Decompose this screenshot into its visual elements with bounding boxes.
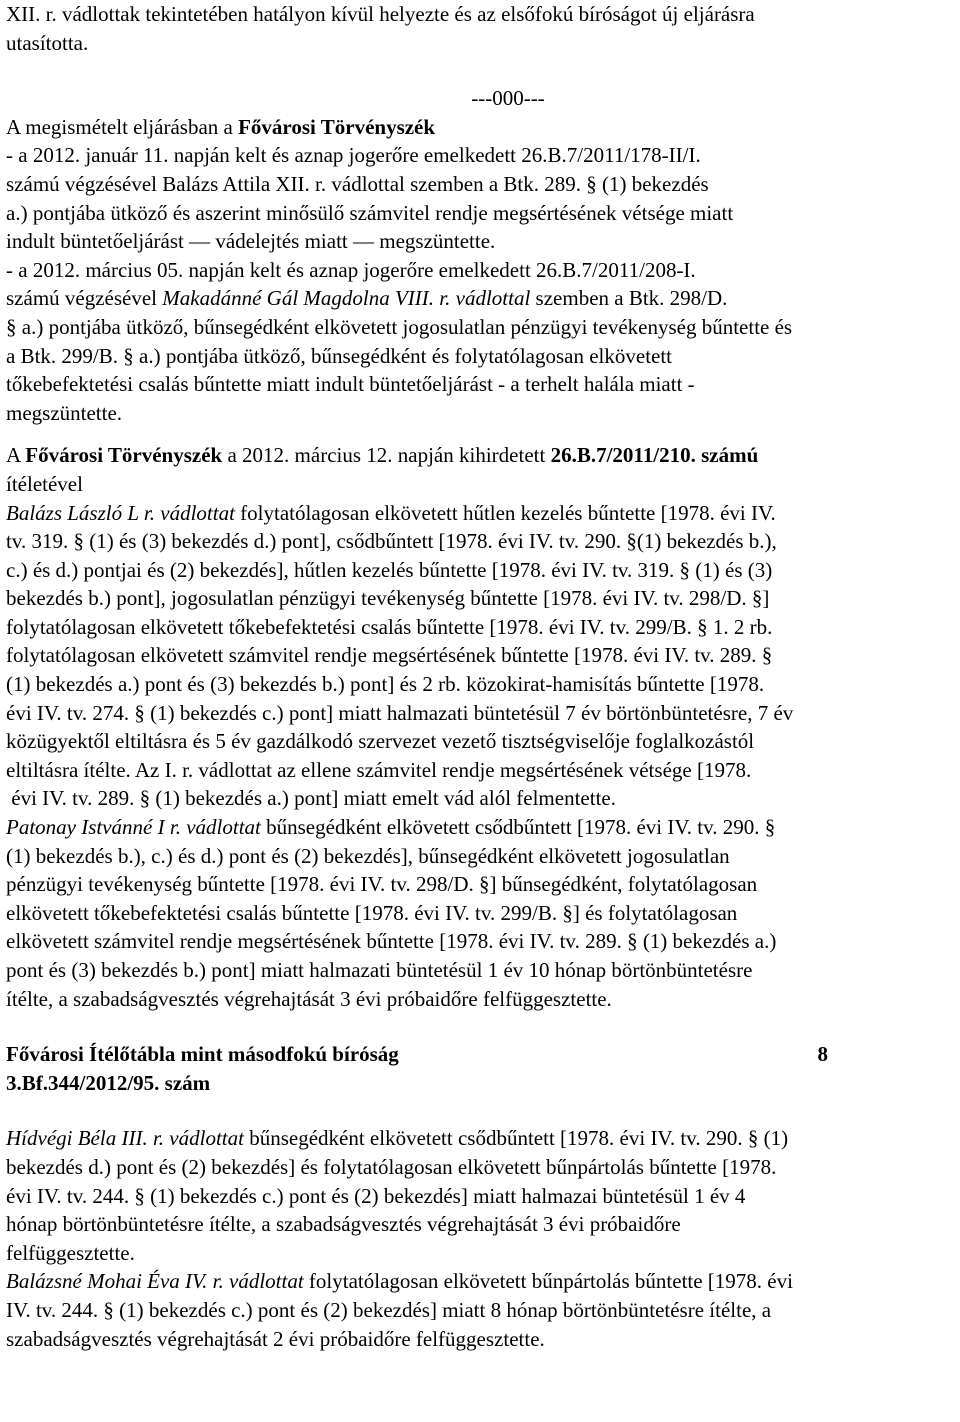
defendant-iv-text: IV. tv. 244. § (1) bekezdés c.) pont és (2) bekezdés] miatt 8 hónap börtönbüntetésre ítélte, a bbox=[6, 1297, 772, 1322]
retrial-line-5c: megszüntette. bbox=[379, 229, 496, 254]
defendant-name-iii: Hídvégi Béla III. r. vádlottat bbox=[6, 1126, 244, 1151]
retrial-line-10: tőkebefektetési csalás bűntette miatt indult büntetőeljárást - a terhelt halála miatt - bbox=[6, 372, 695, 397]
defendant-name-iv: Balázsné Mohai Éva IV. r. vádlottat bbox=[6, 1269, 304, 1294]
retrial-line-5a: indult büntetőeljárást bbox=[6, 229, 184, 254]
retrial-line-9: a Btk. 299/B. § a.) pontjába ütköző, bűnsegédként és folytatólagosan elkövetett bbox=[6, 343, 673, 368]
judgment-text-line-2: elkövetett tőkebefektetési csalás bűntette [1978. évi IV. tv. 299/B. §] és folytatólagosan bbox=[6, 900, 738, 925]
retrial-line-5b: vádelejtés miatt bbox=[215, 229, 348, 254]
judgment-text-line-2: elkövetett számvitel rendje megsértésének bűntette [1978. évi IV. tv. 289. § (1) bekezdés a.) bbox=[6, 929, 777, 954]
judgment-line-3 bbox=[6, 499, 940, 528]
retrial-line-4: a.) pontjába ütköző és aszerint minősülő számvitel rendje megsértésének vétsége miatt bbox=[6, 200, 734, 225]
defendant-iii-line bbox=[6, 1124, 940, 1153]
judgment-text-line-2: pénzügyi tevékenység bűntette [1978. évi IV. tv. 298/D. §] bűnsegédként, folytatólagosan bbox=[6, 872, 758, 897]
judgment-text-line: eltiltásra ítélte. Az I. r. vádlottat az ellene számvitel rendje megsértésének vétsége [1978. bbox=[6, 757, 752, 782]
defendant-iv-text: szabadságvesztés végrehajtását 2 évi próbaidőre felfüggesztette. bbox=[6, 1326, 545, 1351]
judgment-text-line-2: pont és (3) bekezdés b.) pont] miatt halmazati büntetésül 1 év 10 hónap börtönbüntetésre bbox=[6, 958, 753, 982]
retrial-line-7-pre: számú végzésével bbox=[6, 286, 163, 311]
judgment-line-3-post: folytatólagosan elkövetett hűtlen kezelés bűntette [1978. évi IV. bbox=[234, 500, 776, 525]
defendant-name-i: Balázs László L r. vádlottat bbox=[6, 500, 235, 525]
defendant-iv-line bbox=[6, 1267, 940, 1296]
judgment-mid: a 2012. március 12. napján kihirdetett bbox=[222, 443, 551, 468]
defendant-iii-text: felfüggesztette. bbox=[6, 1240, 135, 1265]
em-dash-2: — bbox=[353, 229, 374, 254]
page-number: 8 bbox=[817, 1042, 828, 1067]
judgment-prefix: A bbox=[6, 443, 26, 468]
defendant-iii-text: évi IV. tv. 244. § (1) bekezdés c.) pont és (2) bekezdés] miatt halmazai büntetésül 1 év 4 bbox=[6, 1183, 746, 1208]
judgment-line-2: ítéletével bbox=[6, 471, 83, 496]
court-name: Fővárosi Törvényszék bbox=[238, 114, 436, 139]
retrial-prefix: A megismételt eljárásban a bbox=[6, 114, 239, 139]
judgment-text-line: évi IV. tv. 289. § (1) bekezdés a.) pont] miatt emelt vád alól felmentette. bbox=[6, 786, 616, 811]
judgment-text-line: tv. 319. § (1) és (3) bekezdés d.) pont], csődbűntett [1978. évi IV. tv. 290. §(1) bekezdés b.), bbox=[6, 529, 777, 554]
judgment-text-line: bekezdés b.) pont], jogosulatlan pénzügyi tevékenység bűntette [1978. évi IV. tv. 298/D. §] bbox=[6, 586, 770, 611]
judgment-line-1 bbox=[6, 441, 940, 470]
retrial-line-1 bbox=[6, 113, 940, 142]
retrial-line-11: megszüntette. bbox=[6, 400, 123, 425]
judgment-case-number: 26.B.7/2011/210. számú bbox=[550, 443, 759, 468]
case-number: 3.Bf.344/2012/95. szám bbox=[6, 1070, 211, 1095]
defendant-iii-post: bűnsegédként elkövetett csődbűntett [1978. évi IV. tv. 290. § (1) bbox=[243, 1126, 789, 1151]
judgment-text-line: folytatólagosan elkövetett számvitel rendje megsértésének bűntette [1978. évi IV. tv. 289. § bbox=[6, 643, 773, 668]
judgment-text-line: évi IV. tv. 274. § (1) bekezdés c.) pont] miatt halmazati büntetésül 7 év börtönbüntetésre, 7 év bbox=[6, 700, 794, 725]
intro-line-2: utasította. bbox=[6, 30, 89, 55]
page-header bbox=[6, 1040, 940, 1069]
defendant-name-viii: Makadánné Gál Magdolna VIII. r. vádlottal bbox=[162, 286, 531, 311]
judgment-court: Fővárosi Törvényszék bbox=[25, 443, 223, 468]
judgment-line-14-post: bűnsegédként elkövetett csődbűntett [1978. évi IV. tv. 290. § bbox=[260, 815, 776, 840]
defendant-iii-text: hónap börtönbüntetésre ítélte, a szabadságvesztés végrehajtását 3 évi próbaidőre bbox=[6, 1212, 681, 1237]
judgment-text-line-2: (1) bekezdés b.), c.) és d.) pont és (2) bekezdés], bűnsegédként elkövetett jogosulatlan bbox=[6, 843, 730, 868]
retrial-line-3: számú végzésével Balázs Attila XII. r. vádlottal szemben a Btk. 289. § (1) bekezdés bbox=[6, 171, 709, 196]
retrial-line-6: - a 2012. március 05. napján kelt és aznap jogerőre emelkedett 26.B.7/2011/208-I. bbox=[6, 257, 696, 282]
defendant-iv-post: folytatólagosan elkövetett bűnpártolás bűntette [1978. évi bbox=[303, 1269, 793, 1294]
retrial-line-5 bbox=[6, 227, 940, 256]
em-dash-1: — bbox=[189, 229, 211, 254]
judgment-line-14 bbox=[6, 813, 940, 842]
intro-line-1: XII. r. vádlottak tekintetében hatályon kívül helyezte és az elsőfokú bíróságot új eljárásra bbox=[6, 2, 755, 26]
retrial-line-2: - a 2012. január 11. napján kelt és aznap jogerőre emelkedett 26.B.7/2011/178-II/I. bbox=[6, 143, 701, 168]
defendant-name-patonay: Patonay Istvánné I r. vádlottat bbox=[6, 815, 261, 840]
retrial-line-8: § a.) pontjába ütköző, bűnsegédként elkövetett jogosulatlan pénzügyi tevékenység bűntette és bbox=[6, 314, 793, 339]
section-separator: ---000--- bbox=[471, 86, 545, 111]
defendant-iii-text: bekezdés d.) pont és (2) bekezdés] és folytatólagosan elkövetett bűnpártolás bűntette [1978. bbox=[6, 1154, 777, 1179]
retrial-line-7 bbox=[6, 284, 940, 313]
judgment-text-line: c.) és d.) pontjai és (2) bekezdés], hűtlen kezelés bűntette [1978. évi IV. tv. 319. § (1) és (3) bbox=[6, 557, 773, 582]
appeal-court-name: Fővárosi Ítélőtábla mint másodfokú bíróság bbox=[6, 1042, 399, 1067]
judgment-text-line-2: ítélte, a szabadságvesztés végrehajtását 3 évi próbaidőre felfüggesztette. bbox=[6, 986, 612, 1011]
judgment-text-line: (1) bekezdés a.) pont és (3) bekezdés b.) pont] és 2 rb. közokirat-hamisítás bűntette [1978. bbox=[6, 672, 765, 697]
judgment-text-line: folytatólagosan elkövetett tőkebefektetési csalás bűntette [1978. évi IV. tv. 299/B. § 1. 2 rb. bbox=[6, 614, 773, 639]
judgment-text-line: közügyektől eltiltásra és 5 év gazdálkodó szervezet vezető tisztségviselője foglalkozástól bbox=[6, 729, 755, 754]
retrial-line-7-post: szemben a Btk. 298/D. bbox=[530, 286, 728, 311]
